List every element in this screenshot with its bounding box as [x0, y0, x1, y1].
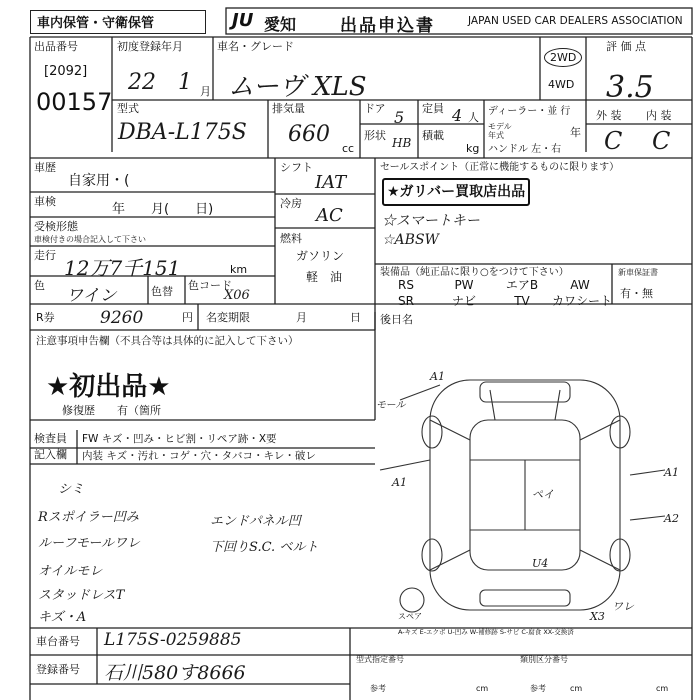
remarks-label: 注意事項申告欄（不具合等は具体的に記入して下さい） — [36, 335, 299, 347]
repair-label: 修復歴 有（箇所 — [62, 404, 161, 417]
fill-label: 記入欄 — [34, 448, 67, 461]
fuel-value: ガソリン — [296, 249, 345, 263]
diagram-ware: ワレ — [612, 600, 634, 613]
inspection-label: 車検 — [34, 195, 56, 208]
load-unit: kg — [466, 142, 480, 155]
reg-date-label: 初度登録年月 — [117, 40, 183, 53]
inspection-value: 年 月( 日) — [112, 202, 214, 217]
equipment-item: エアB — [505, 278, 539, 292]
sales-item-1: ☆スマートキー — [382, 213, 480, 229]
reg-month: 1 — [178, 70, 192, 95]
model-value: ムーヴ XLS — [228, 72, 367, 102]
fuel-diesel: 軽 油 — [306, 270, 343, 284]
interior-label: 内 装 — [646, 109, 672, 122]
shift-value: IAT — [315, 172, 347, 193]
color-code-value: X06 — [224, 288, 250, 303]
warranty-label: 新車保証書 — [618, 268, 658, 277]
deadline-label: 名変期限 — [206, 311, 250, 324]
diagram-a1b: A1 — [392, 476, 407, 489]
displacement-value: 660 — [288, 122, 330, 147]
yen-unit: 円 — [182, 311, 193, 324]
equipment-item: RS — [398, 278, 414, 292]
doors-label: ドア — [364, 102, 386, 115]
color-change-label: 色替 — [151, 285, 173, 298]
mileage-value: 12万7千151 — [64, 256, 181, 280]
color-code-label: 色コード — [188, 279, 232, 292]
interior-grade: C — [652, 127, 671, 155]
diagram-x3: X3 — [590, 610, 605, 623]
warranty-value: 有・無 — [620, 287, 653, 300]
note-4: オイルモレ — [38, 564, 103, 579]
diagram-a1: A1 — [430, 370, 445, 383]
inspector-label: 検査員 — [34, 432, 67, 445]
r-label: R券 — [36, 311, 55, 324]
after-label: 後日名 — [380, 313, 413, 326]
capacity-unit: 人 — [468, 111, 479, 124]
note-6: キズ・A — [38, 610, 87, 625]
chassis-label: 車台番号 — [36, 635, 80, 648]
lot-label: 出品番号 — [34, 40, 78, 53]
equipment-item: SR — [398, 294, 414, 308]
diagram-spare: スペア — [398, 612, 422, 621]
sales-points-label: セールスポイント（正常に機能するものに限ります） — [380, 162, 620, 173]
doors-value: 5 — [394, 108, 405, 127]
r-value: 9260 — [100, 308, 144, 328]
org-name: JAPAN USED CAR DEALERS ASSOCIATION — [468, 15, 683, 27]
equipment-item: TV — [514, 294, 530, 308]
capacity-label: 定員 — [422, 102, 444, 115]
fw-row: FW キズ・凹み・ヒビ割・リペア跡・X要 — [82, 433, 277, 445]
color-value: ワイン — [66, 286, 117, 306]
month-unit: 月 — [200, 85, 211, 98]
storage-label: 車内保管・守衛保管 — [30, 10, 206, 34]
equipment-item: カワシート — [552, 294, 613, 308]
lot-sub-number: [2092] — [44, 64, 88, 79]
diagram-u4: U4 — [532, 557, 549, 570]
ref-label-1: 参考 — [370, 684, 386, 693]
diagram-a1c: A1 — [664, 466, 679, 479]
mileage-label: 走行 — [34, 249, 56, 262]
plate-label: 登録番号 — [36, 663, 80, 676]
cm-unit-1: cm — [476, 684, 489, 693]
ref-label-2: 参考 — [530, 684, 546, 693]
interior-row: 内装 キズ・汚れ・コゲ・穴・タバコ・キレ・破レ — [82, 450, 316, 462]
deadline-month: 月 — [296, 311, 307, 324]
exterior-label: 外 装 — [596, 109, 622, 122]
equipment-item: PW — [454, 278, 474, 292]
shape-label: 形状 — [364, 129, 386, 142]
model-year-label-2: 年式 — [488, 131, 504, 140]
year-unit: 年 — [570, 126, 581, 139]
note-3: ルーフモールワレ — [38, 536, 141, 551]
note-5: スタッドレスT — [38, 588, 125, 603]
note-7: エンドパネル凹 — [210, 514, 301, 529]
cc-unit: cc — [342, 142, 355, 155]
displacement-label: 排気量 — [272, 102, 305, 115]
color-label: 色 — [34, 279, 45, 292]
load-label: 積載 — [422, 129, 444, 142]
score-value: 3.5 — [606, 70, 654, 105]
ac-value: AC — [316, 205, 343, 226]
sales-item-2: ☆ABSW — [382, 232, 439, 248]
class-label: 類別区分番号 — [520, 655, 568, 664]
insurance-label: 受検形態 — [34, 220, 78, 233]
equipment-label: 装備品（純正品に限り○をつけて下さい） — [380, 267, 569, 278]
score-label: 評 価 点 — [606, 40, 646, 53]
handle-label: ハンドル 左・右 — [488, 144, 562, 155]
ju-logo: JU — [232, 10, 254, 31]
exterior-grade: C — [604, 127, 623, 155]
model-label: 車名・グレード — [217, 40, 294, 53]
damage-legend: A-キズ E-エクボ U-凹み W-補修跡 S-サビ C-腐食 XX-交換済 — [398, 628, 574, 636]
insurance-note: 車検付きの場合記入して下さい — [34, 235, 146, 244]
type-value: DBA-L175S — [118, 120, 247, 145]
plate-value: 石川580す8666 — [104, 662, 246, 684]
type-label: 型式 — [117, 102, 139, 115]
diagram-mole: モール — [376, 400, 406, 411]
model-year-label-1: モデル — [488, 122, 512, 131]
note-2: Rスポイラー凹み — [38, 510, 139, 525]
note-8: 下回りS.C. ベルト — [210, 540, 319, 555]
ac-label: 冷房 — [280, 197, 302, 210]
first-listing: ★初出品★ — [46, 372, 171, 402]
cm-unit-3: cm — [656, 684, 669, 693]
sales-badge: ★ガリバー買取店出品 — [382, 178, 530, 206]
drive-2wd: 2WD — [544, 48, 582, 67]
diagram-paint: ペイ — [532, 488, 554, 501]
note-1: シミ — [58, 482, 85, 497]
deadline-day: 日 — [350, 311, 361, 324]
diagram-a2: A2 — [664, 512, 679, 525]
equipment-item: ナビ — [451, 294, 476, 308]
shape-value: HB — [392, 136, 412, 150]
region-label: 愛知 — [264, 15, 297, 34]
car-diagram — [380, 380, 665, 612]
history-label: 車歴 — [34, 161, 56, 174]
reg-year: 22 — [128, 70, 156, 95]
chassis-value: L175S-0259885 — [104, 630, 242, 650]
history-value: 自家用・( — [68, 173, 130, 189]
drive-4wd: 4WD — [548, 78, 575, 91]
cm-unit-2: cm — [570, 684, 583, 693]
dealer-label: ディーラー・並 行 — [488, 106, 571, 117]
designation-label: 型式指定番号 — [356, 655, 404, 664]
km-unit: km — [230, 263, 248, 276]
fuel-label: 燃料 — [280, 232, 302, 245]
form-title: 出品申込書 — [340, 16, 435, 36]
capacity-value: 4 — [452, 106, 463, 125]
lot-number: 00157 — [36, 88, 113, 116]
shift-label: シフト — [280, 161, 313, 174]
equipment-item: AW — [570, 278, 590, 292]
